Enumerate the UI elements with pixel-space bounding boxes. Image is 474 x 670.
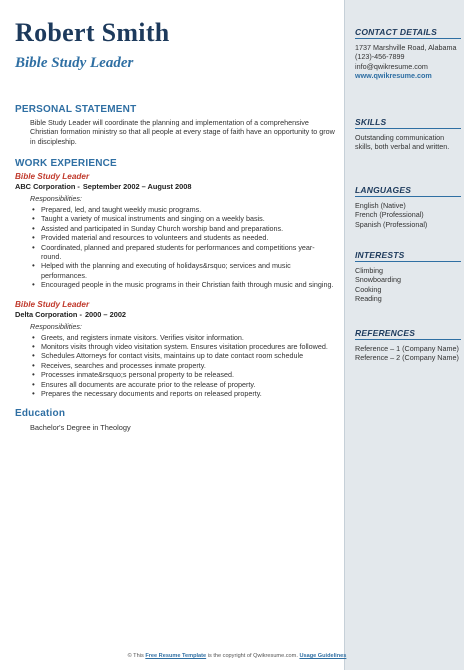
reference-item: Reference – 2 (Company Name) [355,353,459,363]
education-heading: Education [15,408,66,420]
language-item: English (Native) [355,201,406,210]
list-item: • Assisted and participated in Sunday Church worship band and preparations. [30,224,335,233]
contact-phone: (123)-456-7899 [355,52,405,62]
job-company-line [15,310,335,319]
contact-website-link[interactable]: www.qwikresume.com [355,70,432,80]
footer-prefix: © This [127,653,144,659]
interest-item: Snowboarding [355,275,401,285]
interest-item: Cooking [355,284,382,294]
candidate-role: Bible Study Leader [15,55,134,71]
language-item: Spanish (Professional) [355,219,428,229]
skills-text: Outstanding communication skills, both verbal and written. [355,133,450,152]
job-title: Bible Study Leader [15,171,90,181]
list-item: • Encouraged people in the music programs in their Christian faith through music and singing. [30,280,335,289]
work-experience-heading: WORK EXPERIENCE [15,157,117,169]
personal-statement-text: Bible Study Leader will coordinate the planning and implementation of a comprehensive Christian formation ministry so that all people at every stage of faith have an opportunity to grow in discipleship. [30,118,335,146]
contact-section [355,27,461,80]
skills-section [355,117,461,152]
free-resume-template-link[interactable]: Free Resume Template [145,653,207,659]
company-name: Delta Corporation - [15,309,82,319]
sidebar [344,0,464,670]
job-entry-2 [15,300,335,399]
company-name: ABC Corporation - [15,181,80,191]
skills-heading: SKILLS [355,117,461,129]
list-item: • Processes inmate&rsquo;s personal property to be released. [30,370,335,379]
list-item: • Greets, and registers inmate visitors. Verifies visitor information. [30,333,335,342]
language-item: French (Professional) [355,210,424,220]
languages-section [355,185,461,229]
responsibilities-list [15,205,335,290]
list-item: • Prepared, led, and taught weekly music programs. [30,205,335,214]
list-item: • Coordinated, planned and prepared students for performances and competitions year-round. [30,243,335,262]
list-item: • Provided material and resources to volunteers and students as needed. [30,233,335,242]
job-entry-1 [15,172,335,290]
candidate-name: Robert Smith [15,18,170,47]
interests-section [355,250,461,303]
contact-heading: CONTACT DETAILS [355,27,461,39]
footer [0,653,474,659]
job-title: Bible Study Leader [15,299,90,309]
responsibilities-list [15,333,335,399]
list-item: • Receives, searches and processes inmate property. [30,361,335,370]
reference-item: Reference – 1 (Company Name) [355,344,459,353]
list-item: • Schedules Attorneys for contact visits, maintains up to date contact room schedule [30,351,335,360]
list-item: • Prepares the necessary documents and reports on released property. [30,389,335,398]
responsibilities-label: Responsibilities: [30,321,82,331]
personal-statement-heading: PERSONAL STATEMENT [15,104,137,115]
languages-heading: LANGUAGES [355,185,461,197]
contact-address: 1737 Marshville Road, Alabama [355,43,457,52]
interest-item: Reading [355,293,382,303]
references-section [355,328,461,363]
interests-heading: INTERESTS [355,250,461,262]
list-item: • Helped with the planning and executing of holidays&rsquo; services and music performances. [30,261,335,280]
job-dates: 2000 – 2002 [84,309,127,319]
main-column [15,104,335,432]
references-heading: REFERENCES [355,328,461,340]
list-item: • Monitors visits through video visitation system. Ensures visitation procedures are followed. [30,342,335,351]
education-degree: Bachelor's Degree in Theology [30,423,131,433]
job-dates: September 2002 – August 2008 [82,181,192,191]
interest-item: Climbing [355,266,383,275]
responsibilities-label: Responsibilities: [30,193,82,203]
list-item: • Ensures all documents are accurate prior to the release of property. [30,380,335,389]
usage-guidelines-link[interactable]: Usage Guidelines [299,653,347,659]
footer-copyright-text: is the copyright of Qwikresume.com. [207,653,298,659]
contact-email[interactable]: info@qwikresume.com [355,61,428,71]
list-item: • Taught a variety of musical instruments and singing on a weekly basis. [30,214,335,223]
job-company-line [15,182,335,191]
